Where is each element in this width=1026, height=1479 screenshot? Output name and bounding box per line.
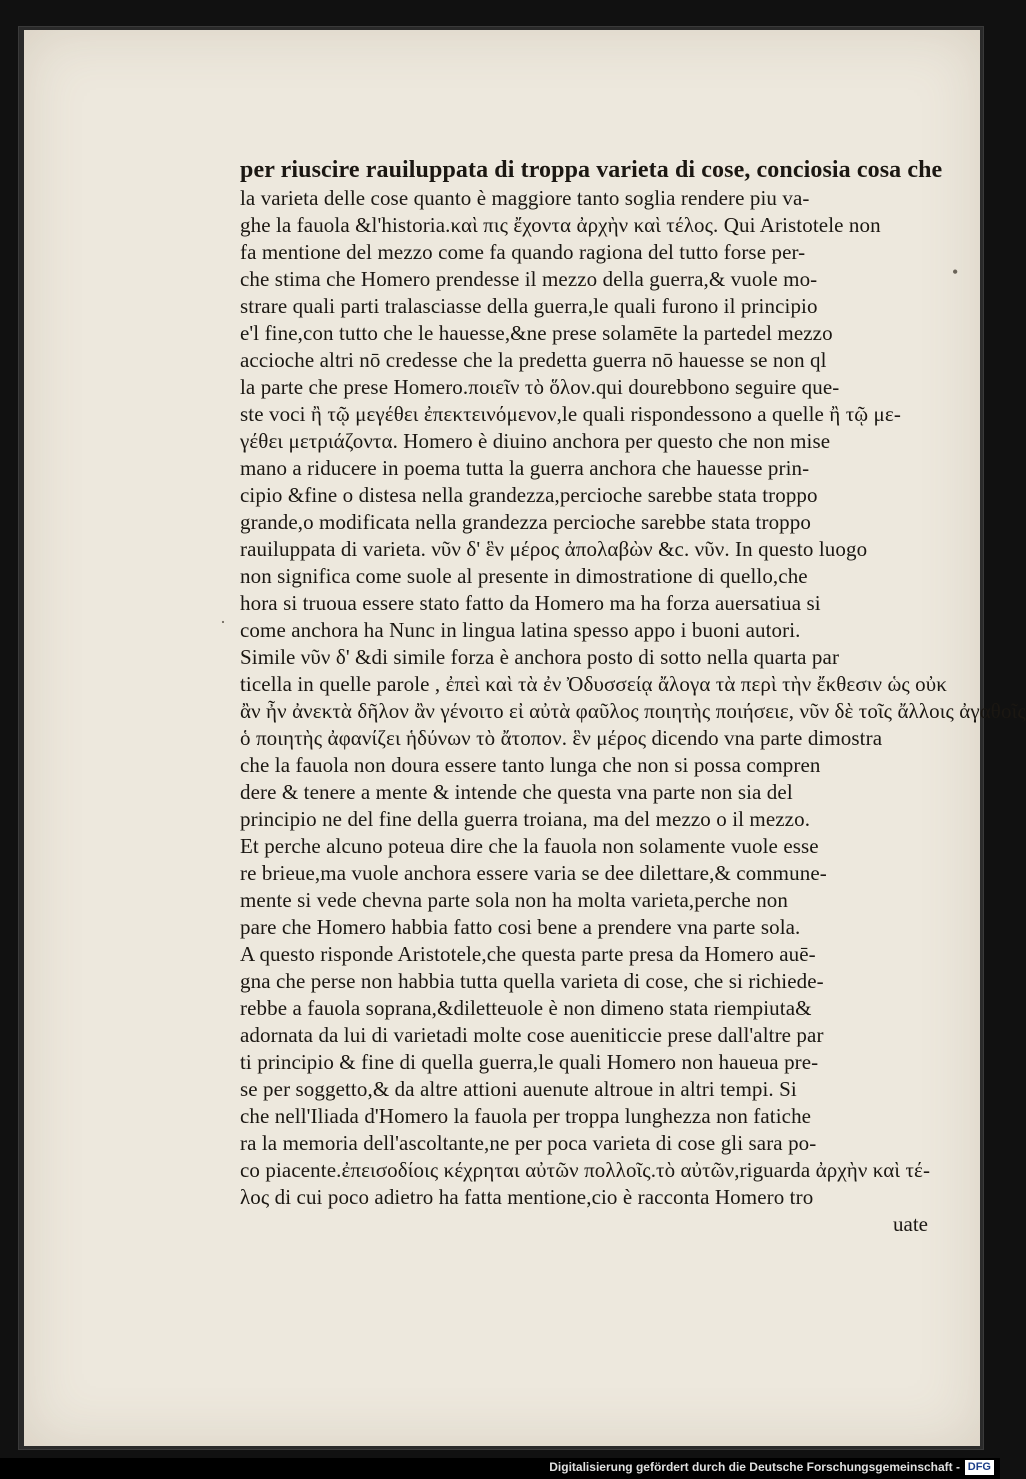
text-line: che stima che Homero prendesse il mezzo della guerra,& vuole mo- — [240, 267, 818, 291]
footer-credit: Digitalisierung gefördert durch die Deutsche Forschungsgemeinschaft - — [549, 1460, 960, 1474]
text-line: ti principio & fine di quella guerra,le quali Homero non haueua pre- — [240, 1050, 819, 1074]
text-line: la varieta delle cose quanto è maggiore tanto soglia rendere piu va- — [240, 186, 810, 210]
text-line: ὁ ποιητὴς ἀφανίζει ἡδύνων τὸ ἄτοπον. ἓν μέρος dicendo vna parte dimostra — [240, 726, 883, 750]
dfg-logo-icon: DFG — [965, 1460, 994, 1475]
text-line: che la fauola non doura essere tanto lunga che non si possa compren — [240, 753, 821, 777]
page-text — [240, 155, 1026, 1238]
text-line: strare quali parti tralasciasse della guerra,le quali furono il principio — [240, 294, 818, 318]
text-line: ra la memoria dell'ascoltante,ne per poca varieta di cose gli sara po- — [240, 1131, 817, 1155]
text-line: rebbe a fauola soprana,&diletteuole è non dimeno stata riempiuta& — [240, 996, 812, 1020]
text-line: Et perche alcuno poteua dire che la fauola non solamente vuole esse — [240, 834, 819, 858]
text-line: Simile νῦν δ' &di simile forza è anchora posto di sotto nella quarta par — [240, 645, 840, 669]
text-line: dere & tenere a mente & intende che questa vna parte non sia del — [240, 780, 793, 804]
text-line: ἂν ἦν ἀνεκτὰ δῆλον ἂν γένοιτο εἰ αὐτὰ φαῦλος ποιητὴς ποιήσειε, νῦν δὲ τοῖς ἄλλοις ἀγαθοῖς — [240, 699, 1026, 723]
text-line: ticella in quelle parole , ἐπεὶ καὶ τὰ ἐν Ὀδυσσείᾳ ἄλογα τὰ περὶ τὴν ἔκθεσιν ὡς οὐκ — [240, 672, 947, 696]
text-line: adornata da lui di varietadi molte cose aueniticcie prese dall'altre par — [240, 1023, 824, 1047]
text-line: cipio &fine o distesa nella grandezza,percioche sarebbe stata troppo — [240, 483, 818, 507]
text-line: rauiluppata di varieta. νῦν δ' ἓν μέρος ἀπολαβὼν &c. νῦν. In questo luogo — [240, 537, 868, 561]
text-line: che nell'Iliada d'Homero la fauola per troppa lunghezza non fatiche — [240, 1104, 812, 1128]
text-line: accioche altri nō credesse che la predetta guerra nō hauesse se non ql — [240, 348, 827, 372]
margin-dot-mark: • — [952, 262, 959, 282]
text-line: ste voci ἢ τῷ μεγέθει ἐπεκτεινόμενον,le quali rispondessono a quelle ἢ τῷ με- — [240, 402, 901, 426]
catchword: uate — [893, 1212, 928, 1236]
text-line: mano a riducere in poema tutta la guerra anchora che hauesse prin- — [240, 456, 810, 480]
text-line: principio ne del fine della guerra troiana, ma del mezzo o il mezzo. — [240, 807, 811, 831]
text-line: fa mentione del mezzo come fa quando ragiona del tutto forse per- — [240, 240, 806, 264]
text-line: per riuscire rauiluppata di troppa varieta di cose, conciosia cosa che — [240, 157, 943, 183]
text-line: ghe la fauola &l'historia.καὶ πις ἔχοντα ἀρχὴν καὶ τέλος. Qui Aristotele non — [240, 213, 881, 237]
text-line: come anchora ha Nunc in lingua latina spesso appo i buoni autori. — [240, 618, 801, 642]
text-line: e'l fine,con tutto che le hauesse,&ne prese solamēte la partedel mezzo — [240, 321, 833, 345]
text-line: gna che perse non habbia tutta quella varieta di cose, che si richiede- — [240, 969, 824, 993]
text-line: re brieue,ma vuole anchora essere varia se dee dilettare,& commune- — [240, 861, 827, 885]
text-line: grande,o modificata nella grandezza percioche sarebbe stata troppo — [240, 510, 811, 534]
text-line: λος di cui poco adietro ha fatta mentione,cio è racconta Homero tro — [240, 1185, 814, 1209]
text-line: hora si truoua essere stato fatto da Homero ma ha forza auersatiua si — [240, 591, 821, 615]
text-line: co piacente.ἐπεισοδίοις κέχρηται αὐτῶν πολλοῖς.τὸ αὐτῶν,riguarda ἀρχὴν καὶ τέ- — [240, 1158, 931, 1182]
text-line: mente si vede chevna parte sola non ha molta varieta,perche non — [240, 888, 788, 912]
text-line: pare che Homero habbia fatto cosi bene a prendere vna parte sola. — [240, 915, 801, 939]
text-line: se per soggetto,& da altre attioni auenute altroue in altri tempi. Si — [240, 1077, 797, 1101]
margin-stain-mark: · — [220, 612, 226, 632]
text-line: γέθει μετριάζοντα. Homero è diuino anchora per questo che non mise — [240, 429, 831, 453]
text-line: non significa come suole al presente in dimostratione di quello,che — [240, 564, 808, 588]
text-line: la parte che prese Homero.ποιεῖν τὸ ὅλον.qui dourebbono seguire que- — [240, 375, 840, 399]
text-line: A questo risponde Aristotele,che questa parte presa da Homero auē- — [240, 942, 816, 966]
